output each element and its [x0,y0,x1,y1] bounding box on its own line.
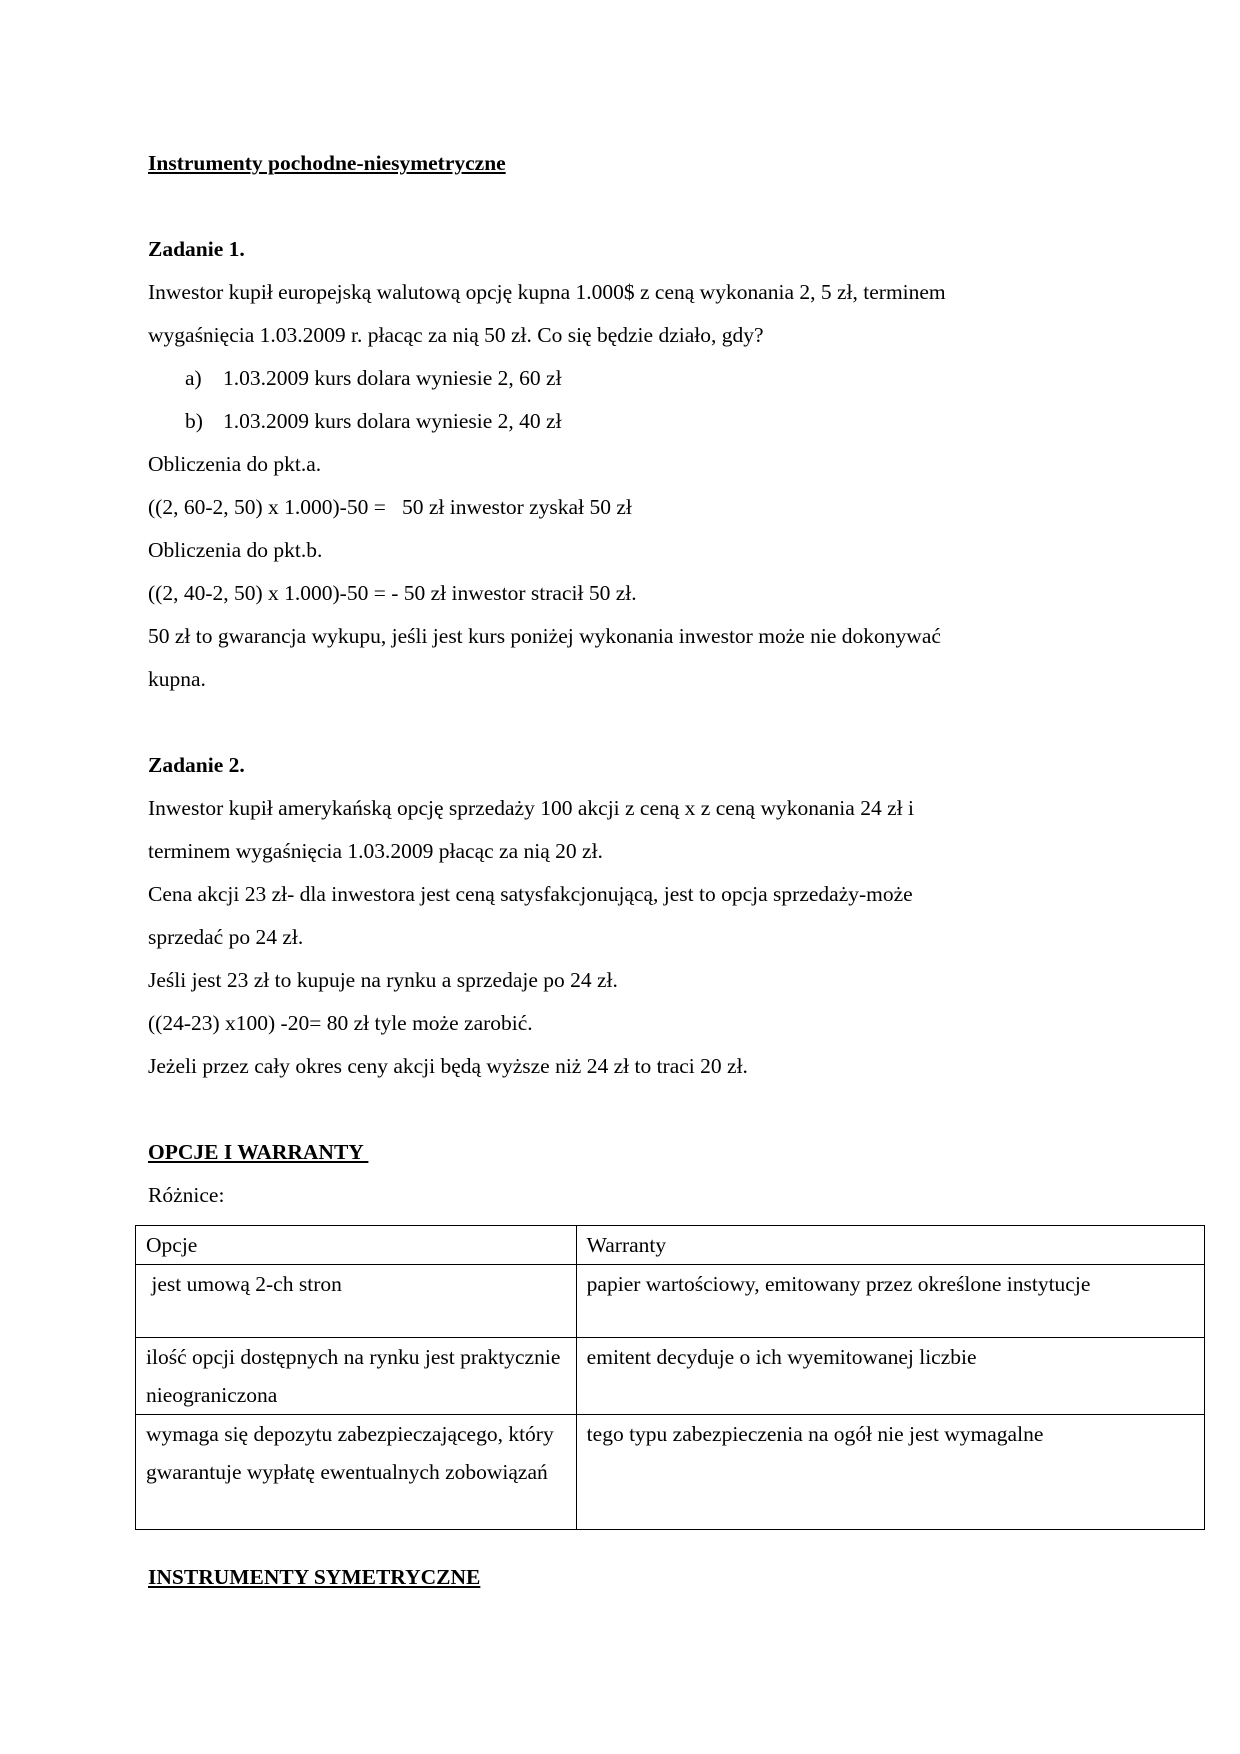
table-cell: ilość opcji dostępnych na rynku jest praktycznie nieograniczona [136,1338,577,1415]
spacer [148,701,1208,744]
table-row [136,1415,1205,1530]
table-header-options: Opcje [136,1226,577,1265]
task1-note-line1: 50 zł to gwarancja wykupu, jeśli jest kurs poniżej wykonania inwestor może nie dokonywać [148,624,941,648]
options-vs-warrants-table [135,1225,1205,1530]
symmetric-instruments-heading: INSTRUMENTY SYMETRYCZNE [148,1565,481,1589]
options-warrants-heading: OPCJE I WARRANTY [148,1140,369,1164]
table-cell: wymaga się depozytu zabezpieczającego, który gwarantuje wypłatę ewentualnych zobowiązań [136,1415,577,1530]
list-item-text: 1.03.2009 kurs dolara wyniesie 2, 40 zł [223,409,562,433]
task1-note-line2: kupna. [148,667,206,691]
spacer [148,185,1208,228]
task2-line6: ((24-23) x100) -20= 80 zł tyle może zarobić. [148,1011,533,1035]
table-cell: papier wartościowy, emitowany przez określone instytucje [576,1265,1204,1338]
task2-line5: Jeśli jest 23 zł to kupuje na rynku a sprzedaje po 24 zł. [148,968,618,992]
spacer [148,1088,1208,1131]
task2-line4: sprzedać po 24 zł. [148,925,304,949]
table-cell: emitent decyduje o ich wyemitowanej liczbie [576,1338,1204,1415]
task1-item-a [148,357,1208,400]
task1-calc-b: ((2, 40-2, 50) x 1.000)-50 = - 50 zł inwestor stracił 50 zł. [148,581,637,605]
task2-line7: Jeżeli przez cały okres ceny akcji będą wyższe niż 24 zł to traci 20 zł. [148,1054,748,1078]
task1-line2: wygaśnięcia 1.03.2009 r. płacąc za nią 50 zł. Co się będzie działo, gdy? [148,323,764,347]
table-cell: tego typu zabezpieczenia na ogół nie jest wymagalne [576,1415,1204,1530]
table-header-row [136,1226,1205,1265]
list-marker: b) [185,409,203,433]
task2-line1: Inwestor kupił amerykańską opcję sprzedaży 100 akcji z ceną x z ceną wykonania 24 zł i [148,796,914,820]
list-item-text: 1.03.2009 kurs dolara wyniesie 2, 60 zł [223,366,562,390]
table-cell: jest umową 2-ch stron [136,1265,577,1338]
task1-heading: Zadanie 1. [148,237,245,261]
task1-calc-b-label: Obliczenia do pkt.b. [148,538,323,562]
table-row [136,1265,1205,1338]
task2-line3: Cena akcji 23 zł- dla inwestora jest ceną satysfakcjonującą, jest to opcja sprzedaży-może [148,882,913,906]
document-body [148,142,1208,1217]
task1-line1: Inwestor kupił europejską walutową opcję kupna 1.000$ z ceną wykonania 2, 5 zł, terminem [148,280,946,304]
list-marker: a) [185,366,202,390]
task1-calc-a-label: Obliczenia do pkt.a. [148,452,322,476]
task2-line2: terminem wygaśnięcia 1.03.2009 płacąc za nią 20 zł. [148,839,603,863]
task1-item-b [148,400,1208,443]
table-header-warrants: Warranty [576,1226,1204,1265]
task2-heading: Zadanie 2. [148,753,245,777]
differences-label: Różnice: [148,1183,225,1207]
document-title: Instrumenty pochodne-niesymetryczne [148,151,506,175]
task1-calc-a: ((2, 60-2, 50) x 1.000)-50 = 50 zł inwestor zyskał 50 zł [148,495,632,519]
table-row [136,1338,1205,1415]
